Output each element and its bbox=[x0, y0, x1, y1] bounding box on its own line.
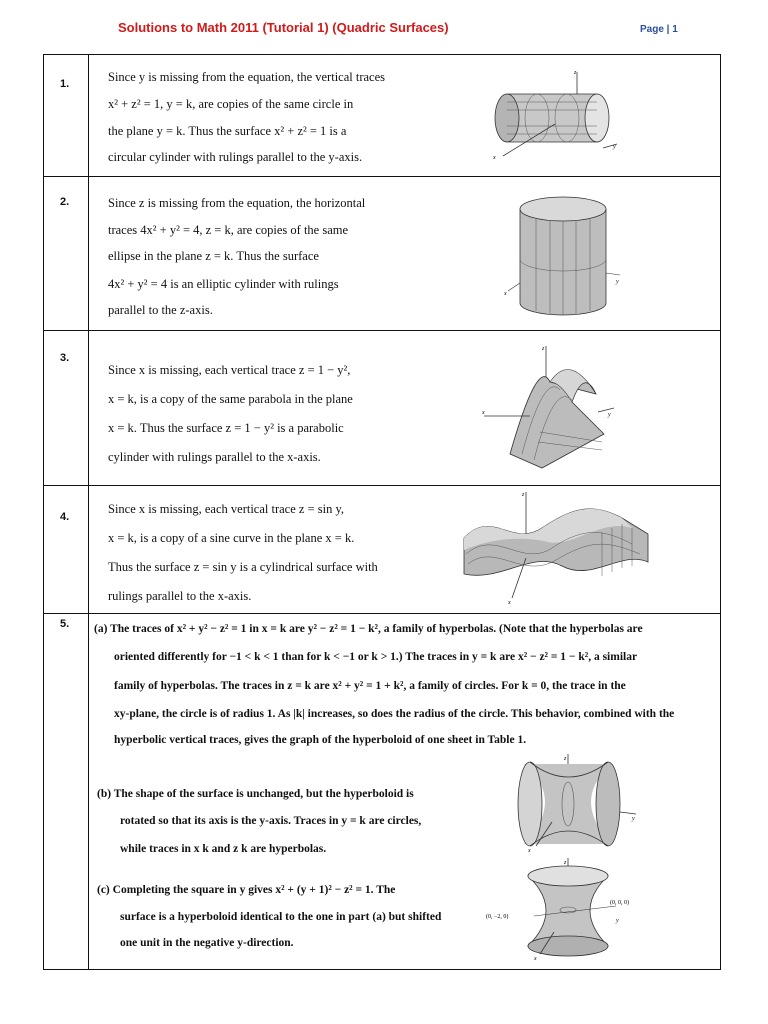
problem-5c-line-1: (c) Completing the square in y gives x² + (y + 1)² − z² = 1. The bbox=[97, 884, 396, 896]
row-divider-1 bbox=[43, 176, 721, 177]
x-axis-label: x bbox=[528, 848, 531, 854]
problem-3-line-2: x = k, is a copy of the same parabola in the plane bbox=[108, 392, 353, 406]
problem-5b-line-1: (b) The shape of the surface is unchanged, but the hyperboloid is bbox=[97, 788, 414, 800]
problem-1-line-4: circular cylinder with rulings parallel to the y-axis. bbox=[108, 150, 363, 164]
problem-4-line-2: x = k, is a copy of a sine curve in the plane x = k. bbox=[108, 531, 355, 545]
problem-2-line-2: traces 4x² + y² = 4, z = k, are copies of the same bbox=[108, 223, 349, 237]
elliptic-cylinder-figure bbox=[500, 183, 630, 325]
x-axis-label: x bbox=[508, 600, 511, 606]
problem-number-3: 3. bbox=[60, 352, 70, 364]
problem-1-line-1: Since y is missing from the equation, the vertical traces bbox=[108, 70, 386, 84]
z-axis-label: z bbox=[564, 756, 567, 762]
y-axis-label: y bbox=[616, 918, 619, 924]
z-axis-label: z bbox=[522, 492, 525, 498]
z-axis-label: z bbox=[574, 70, 577, 76]
y-axis-label: y bbox=[613, 144, 616, 150]
problem-number-4: 4. bbox=[60, 511, 70, 523]
problem-number-1: 1. bbox=[60, 78, 70, 90]
table-column-divider bbox=[88, 54, 89, 970]
y-axis-label: y bbox=[616, 279, 619, 285]
parabolic-cylinder-figure bbox=[480, 342, 630, 476]
y-axis-label: y bbox=[608, 412, 611, 418]
problem-5c-line-3: one unit in the negative y-direction. bbox=[120, 937, 294, 949]
row-divider-2 bbox=[43, 330, 721, 331]
point-label-shifted: (0, −2, 0) bbox=[486, 914, 509, 920]
x-axis-label: x bbox=[493, 155, 496, 161]
row-divider-3 bbox=[43, 485, 721, 486]
problem-2-line-5: parallel to the z-axis. bbox=[108, 303, 213, 317]
sine-surface-figure bbox=[452, 488, 662, 608]
problem-5b-line-2: rotated so that its axis is the y-axis. Traces in y = k are circles, bbox=[120, 815, 422, 827]
problem-3-line-1: Since x is missing, each vertical trace z = 1 − y², bbox=[108, 363, 351, 377]
problem-1-line-3: the plane y = k. Thus the surface x² + z² = 1 is a bbox=[108, 124, 347, 138]
problem-4-line-3: Thus the surface z = sin y is a cylindrical surface with bbox=[108, 560, 378, 574]
page-header-title: Solutions to Math 2011 (Tutorial 1) (Quadric Surfaces) bbox=[118, 20, 449, 35]
problem-2-line-4: 4x² + y² = 4 is an elliptic cylinder with rulings bbox=[108, 277, 339, 291]
problem-5a-line-5: hyperbolic vertical traces, gives the graph of the hyperboloid of one sheet in Table 1. bbox=[114, 734, 527, 746]
x-axis-label: x bbox=[482, 410, 485, 416]
y-axis-label: y bbox=[632, 816, 635, 822]
problem-5b-line-3: while traces in x k and z k are hyperbolas. bbox=[120, 843, 327, 855]
z-axis-label: z bbox=[542, 346, 545, 352]
problem-5a-line-3: family of hyperbolas. The traces in z = k are x² + y² = 1 + k², a family of circles. For k = 0, the trace in the bbox=[114, 680, 626, 692]
problem-number-5: 5. bbox=[60, 618, 70, 630]
problem-4-line-1: Since x is missing, each vertical trace z = sin y, bbox=[108, 502, 345, 516]
problem-number-2: 2. bbox=[60, 196, 70, 208]
point-label-origin: (0, 0, 0) bbox=[610, 900, 629, 906]
problem-4-line-4: rulings parallel to the x-axis. bbox=[108, 589, 252, 603]
problem-5a-line-4: xy-plane, the circle is of radius 1. As |k| increases, so does the radius of the circle. This behavior, combined with the bbox=[114, 708, 675, 720]
z-axis-label: z bbox=[564, 860, 567, 866]
x-axis-label: x bbox=[534, 956, 537, 962]
problem-5a-line-1: (a) The traces of x² + y² − z² = 1 in x = k are y² − z² = 1 − k², a family of hyperbolas. (Note that the hyperbolas are bbox=[94, 623, 643, 635]
problem-1-line-2: x² + z² = 1, y = k, are copies of the same circle in bbox=[108, 97, 354, 111]
row-divider-4 bbox=[43, 613, 721, 614]
problem-3-line-4: cylinder with rulings parallel to the x-axis. bbox=[108, 450, 321, 464]
problem-5c-line-2: surface is a hyperboloid identical to the one in part (a) but shifted bbox=[120, 911, 442, 923]
problem-2-line-3: ellipse in the plane z = k. Thus the surface bbox=[108, 249, 319, 263]
shifted-hyperboloid-figure bbox=[484, 856, 654, 962]
problem-5a-line-2: oriented differently for −1 < k < 1 than for k < −1 or k > 1.) The traces in y = k are x² − z² = 1 − k², a similar bbox=[114, 651, 638, 663]
page-number: Page | 1 bbox=[640, 24, 678, 35]
hyperboloid-y-axis-figure bbox=[508, 752, 658, 856]
circular-cylinder-figure bbox=[485, 64, 625, 168]
x-axis-label: x bbox=[504, 291, 507, 297]
problem-3-line-3: x = k. Thus the surface z = 1 − y² is a parabolic bbox=[108, 421, 344, 435]
problem-2-line-1: Since z is missing from the equation, the horizontal bbox=[108, 196, 366, 210]
